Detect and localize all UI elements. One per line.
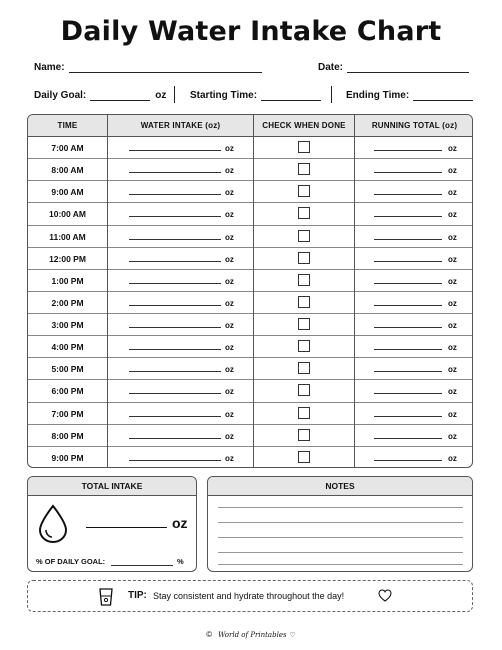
starting-time-field: [190, 90, 321, 101]
water-intake-input-line[interactable]: [129, 194, 221, 195]
running-total-input-line[interactable]: [374, 172, 442, 173]
date-input-line[interactable]: [347, 62, 469, 73]
table-row: [28, 248, 473, 270]
running-total-input-line[interactable]: [374, 393, 442, 394]
water-intake-input-line[interactable]: [129, 327, 221, 328]
done-checkbox[interactable]: [298, 230, 310, 242]
running-total-unit: oz: [448, 276, 457, 286]
daily-goal-unit: oz: [155, 90, 167, 101]
table-body: [28, 137, 473, 468]
done-checkbox[interactable]: [298, 340, 310, 352]
done-checkbox[interactable]: [298, 185, 310, 197]
total-intake-heading: TOTAL INTAKE: [28, 477, 196, 496]
water-intake-input-line[interactable]: [129, 216, 221, 217]
done-checkbox[interactable]: [298, 252, 310, 264]
running-total-unit: oz: [448, 188, 457, 198]
header-time: TIME: [57, 121, 78, 130]
running-total-unit: oz: [448, 387, 457, 397]
date-field: [318, 62, 469, 73]
column-divider: [107, 115, 108, 468]
name-field: [34, 62, 262, 73]
table-row: [28, 181, 473, 203]
running-total-input-line[interactable]: [374, 261, 442, 262]
water-intake-unit: oz: [225, 166, 234, 176]
table-row: [28, 403, 473, 425]
running-total-unit: oz: [448, 232, 457, 242]
row-time: 9:00 AM: [51, 187, 84, 198]
ending-time-input-line[interactable]: [413, 90, 473, 101]
daily-goal-input-line[interactable]: [90, 90, 150, 101]
tip-box: [27, 580, 473, 612]
running-total-unit: oz: [448, 144, 457, 153]
footer: [0, 630, 502, 639]
column-divider: [253, 115, 254, 468]
running-total-input-line[interactable]: [374, 438, 442, 439]
percent-goal-unit: %: [177, 557, 184, 566]
total-intake-input-line[interactable]: [86, 527, 167, 528]
water-intake-unit: oz: [225, 453, 234, 463]
name-label: Name:: [34, 62, 65, 73]
running-total-unit: oz: [448, 321, 457, 331]
table-row: [28, 425, 473, 447]
note-line[interactable]: [218, 552, 463, 553]
note-line[interactable]: [218, 564, 463, 565]
done-checkbox[interactable]: [298, 207, 310, 219]
daily-goal-field: [34, 90, 166, 101]
total-intake-unit: oz: [172, 515, 188, 531]
running-total-input-line[interactable]: [374, 349, 442, 350]
row-time: 4:00 PM: [51, 342, 84, 353]
water-intake-unit: oz: [225, 210, 234, 220]
header-water-intake: WATER INTAKE (oz): [140, 121, 221, 130]
table-row: [28, 137, 473, 159]
done-checkbox[interactable]: [298, 451, 310, 463]
date-label: Date:: [318, 62, 344, 73]
row-time: 11:00 AM: [49, 231, 86, 242]
table-row: [28, 447, 473, 468]
running-total-unit: oz: [448, 365, 457, 375]
tip-text: Stay consistent and hydrate throughout the day!: [153, 591, 345, 601]
water-intake-input-line[interactable]: [129, 371, 221, 372]
note-line[interactable]: [218, 507, 463, 508]
done-checkbox[interactable]: [298, 318, 310, 330]
done-checkbox[interactable]: [298, 274, 310, 286]
header-running-total: RUNNING TOTAL (oz): [371, 121, 458, 130]
intake-table: [27, 114, 473, 468]
water-intake-unit: oz: [225, 431, 234, 441]
row-time: 10:00 AM: [48, 209, 86, 220]
water-intake-input-line[interactable]: [129, 283, 221, 284]
note-line[interactable]: [218, 537, 463, 538]
running-total-unit: oz: [448, 409, 457, 419]
water-intake-input-line[interactable]: [129, 438, 221, 439]
row-time: 1:00 PM: [51, 275, 84, 286]
table-row: [28, 314, 473, 336]
row-time: 7:00 PM: [51, 408, 84, 419]
running-total-unit: oz: [448, 298, 457, 308]
running-total-input-line[interactable]: [374, 216, 442, 217]
brand-logo: World of Printables: [218, 631, 287, 639]
starting-time-label: Starting Time:: [190, 90, 258, 101]
water-intake-unit: oz: [225, 343, 234, 353]
done-checkbox[interactable]: [298, 384, 310, 396]
running-total-input-line[interactable]: [374, 239, 442, 240]
water-glass-icon: [98, 587, 114, 612]
water-intake-input-line[interactable]: [129, 172, 221, 173]
table-row: [28, 203, 473, 225]
row-time: 7:00 AM: [51, 143, 84, 153]
water-intake-input-line[interactable]: [129, 261, 221, 262]
tip-label: TIP:: [128, 590, 147, 601]
row-time: 9:00 PM: [51, 452, 84, 463]
water-intake-input-line[interactable]: [129, 349, 221, 350]
running-total-unit: oz: [448, 210, 457, 220]
row-time: 8:00 AM: [51, 165, 84, 176]
running-total-input-line[interactable]: [374, 194, 442, 195]
row-time: 12:00 PM: [49, 253, 86, 264]
row-time: 8:00 PM: [51, 430, 84, 441]
water-intake-input-line[interactable]: [129, 239, 221, 240]
water-intake-unit: oz: [225, 254, 234, 264]
water-intake-input-line[interactable]: [129, 416, 221, 417]
running-total-input-line[interactable]: [374, 150, 442, 151]
running-total-input-line[interactable]: [374, 460, 442, 461]
water-intake-unit: oz: [225, 409, 234, 419]
done-checkbox[interactable]: [298, 296, 310, 308]
running-total-unit: oz: [448, 166, 457, 176]
row-time: 2:00 PM: [51, 297, 84, 308]
done-checkbox[interactable]: [298, 163, 310, 175]
running-total-input-line[interactable]: [374, 371, 442, 372]
notes-heading: NOTES: [208, 477, 472, 496]
water-intake-unit: oz: [225, 365, 234, 375]
daily-goal-label: Daily Goal:: [34, 90, 87, 101]
page-title: Daily Water Intake Chart: [60, 16, 442, 47]
running-total-unit: oz: [448, 431, 457, 441]
water-intake-unit: oz: [225, 232, 234, 242]
running-total-input-line[interactable]: [374, 327, 442, 328]
table-row: [28, 380, 473, 402]
water-intake-input-line[interactable]: [129, 393, 221, 394]
running-total-unit: oz: [448, 254, 457, 264]
column-divider: [354, 115, 355, 468]
water-intake-input-line[interactable]: [129, 150, 221, 151]
water-intake-unit: oz: [225, 188, 234, 198]
row-time: 6:00 PM: [51, 386, 84, 397]
percent-goal-label: % OF DAILY GOAL:: [36, 557, 106, 566]
notes-box: [207, 476, 473, 572]
percent-goal-input-line[interactable]: [111, 565, 173, 566]
water-intake-unit: oz: [225, 144, 234, 153]
table-header: [28, 115, 473, 137]
done-checkbox[interactable]: [298, 429, 310, 441]
table-row: [28, 292, 473, 314]
water-intake-unit: oz: [225, 276, 234, 286]
row-time: 5:00 PM: [51, 364, 84, 375]
water-intake-unit: oz: [225, 321, 234, 331]
header-check-when-done: CHECK WHEN DONE: [262, 121, 346, 130]
running-total-input-line[interactable]: [374, 305, 442, 306]
water-intake-input-line[interactable]: [129, 460, 221, 461]
ending-time-label: Ending Time:: [346, 90, 410, 101]
done-checkbox[interactable]: [298, 362, 310, 374]
table-row: [28, 358, 473, 380]
table-row: [28, 159, 473, 181]
copyright-symbol: ©: [206, 630, 213, 639]
water-drop-icon: [36, 504, 70, 549]
water-intake-unit: oz: [225, 298, 234, 308]
water-intake-unit: oz: [225, 387, 234, 397]
starting-time-input-line[interactable]: [261, 90, 321, 101]
total-intake-box: [27, 476, 197, 572]
row-time: 3:00 PM: [51, 320, 84, 331]
done-checkbox[interactable]: [298, 407, 310, 419]
ending-time-field: [346, 90, 473, 101]
field-divider: [331, 86, 332, 103]
running-total-unit: oz: [448, 343, 457, 353]
running-total-input-line[interactable]: [374, 283, 442, 284]
water-intake-input-line[interactable]: [129, 305, 221, 306]
running-total-input-line[interactable]: [374, 416, 442, 417]
table-row: [28, 270, 473, 292]
done-checkbox[interactable]: [298, 141, 310, 153]
field-divider: [174, 86, 175, 103]
heart-icon: ♡: [289, 632, 296, 639]
heart-icon: [378, 589, 392, 607]
table-row: [28, 226, 473, 248]
running-total-unit: oz: [448, 453, 457, 463]
note-line[interactable]: [218, 522, 463, 523]
table-row: [28, 336, 473, 358]
name-input-line[interactable]: [69, 62, 262, 73]
